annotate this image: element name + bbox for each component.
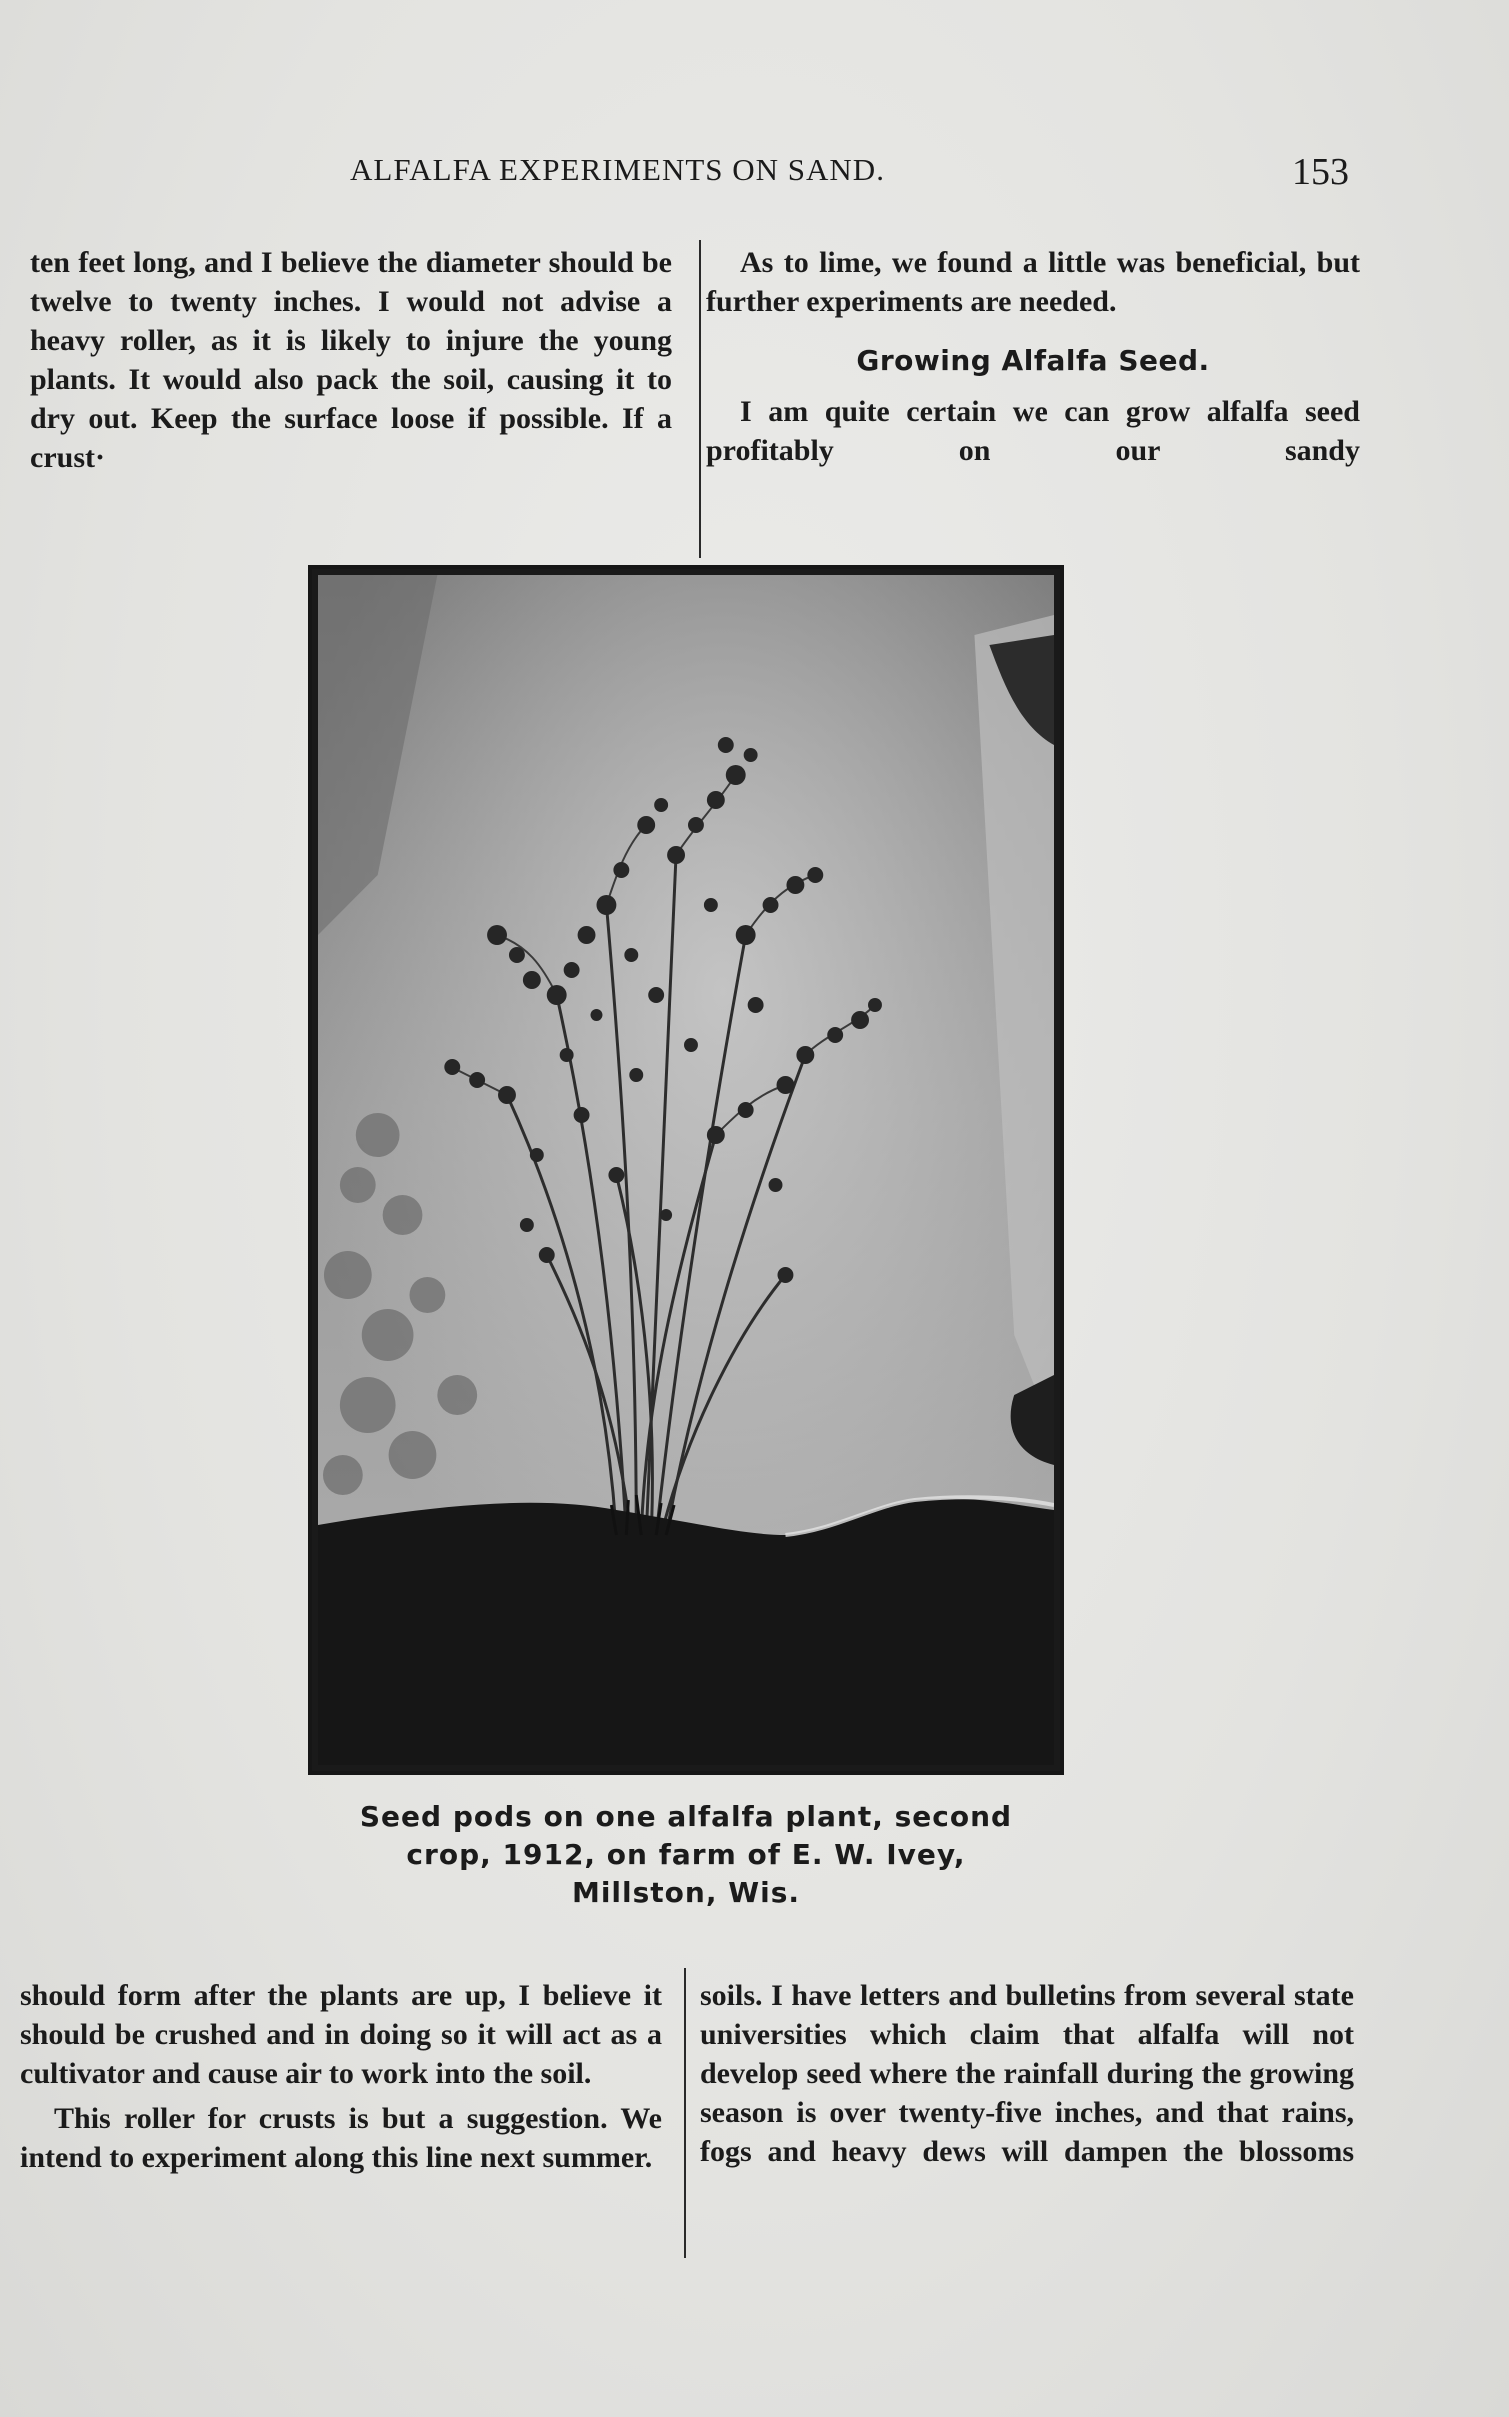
page-number: 153 xyxy=(1292,151,1349,193)
bottom-right-column xyxy=(700,1976,1354,2171)
alfalfa-plant-photograph xyxy=(308,565,1064,1775)
figure-caption xyxy=(300,1798,1072,1912)
paragraph-roller-suggestion: This roller for crusts is but a suggestion. We intend to experiment along this line next summer. xyxy=(20,2102,662,2174)
running-head: ALFALFA EXPERIMENTS ON SAND. xyxy=(350,152,885,187)
column-rule-top xyxy=(699,240,701,558)
paragraph-crust: should form after the plants are up, I believe it should be crushed and in doing so it will act as a cultivator and cause air to work into the soil. xyxy=(20,1979,662,2090)
column-rule-bottom xyxy=(684,1968,686,2258)
paragraph-seed-intro: I am quite certain we can grow alfalfa seed profitably on our sandy xyxy=(706,395,1360,467)
top-right-column xyxy=(706,243,1360,470)
paragraph-soils-bulletins: soils. I have letters and bulletins from several state universities which claim that alfalfa will not develop seed where the rainfall during the growing season is over twenty-five inches, and that rains, fogs and heavy dews will dampen the blossoms xyxy=(700,1979,1354,2168)
paragraph-lime: As to lime, we found a little was beneficial, but further experiments are needed. xyxy=(706,246,1360,318)
caption-line: crop, 1912, on farm of E. W. Ivey, xyxy=(406,1838,966,1871)
alfalfa-plant-image xyxy=(318,575,1054,1765)
bottom-left-column xyxy=(20,1976,662,2177)
paragraph-roller-continued: ten feet long, and I believe the diameter should be twelve to twenty inches. I would not advise a heavy roller, as it is likely to injure the young plants. It would also pack the soil, causing it to dry out. Keep the surface loose if possible. If a crust· xyxy=(30,246,672,474)
caption-line: Millston, Wis. xyxy=(571,1876,801,1909)
caption-line: Seed pods on one alfalfa plant, second xyxy=(359,1800,1013,1833)
top-left-column xyxy=(30,243,672,477)
subheading-growing-alfalfa-seed: Growing Alfalfa Seed. xyxy=(856,344,1210,377)
